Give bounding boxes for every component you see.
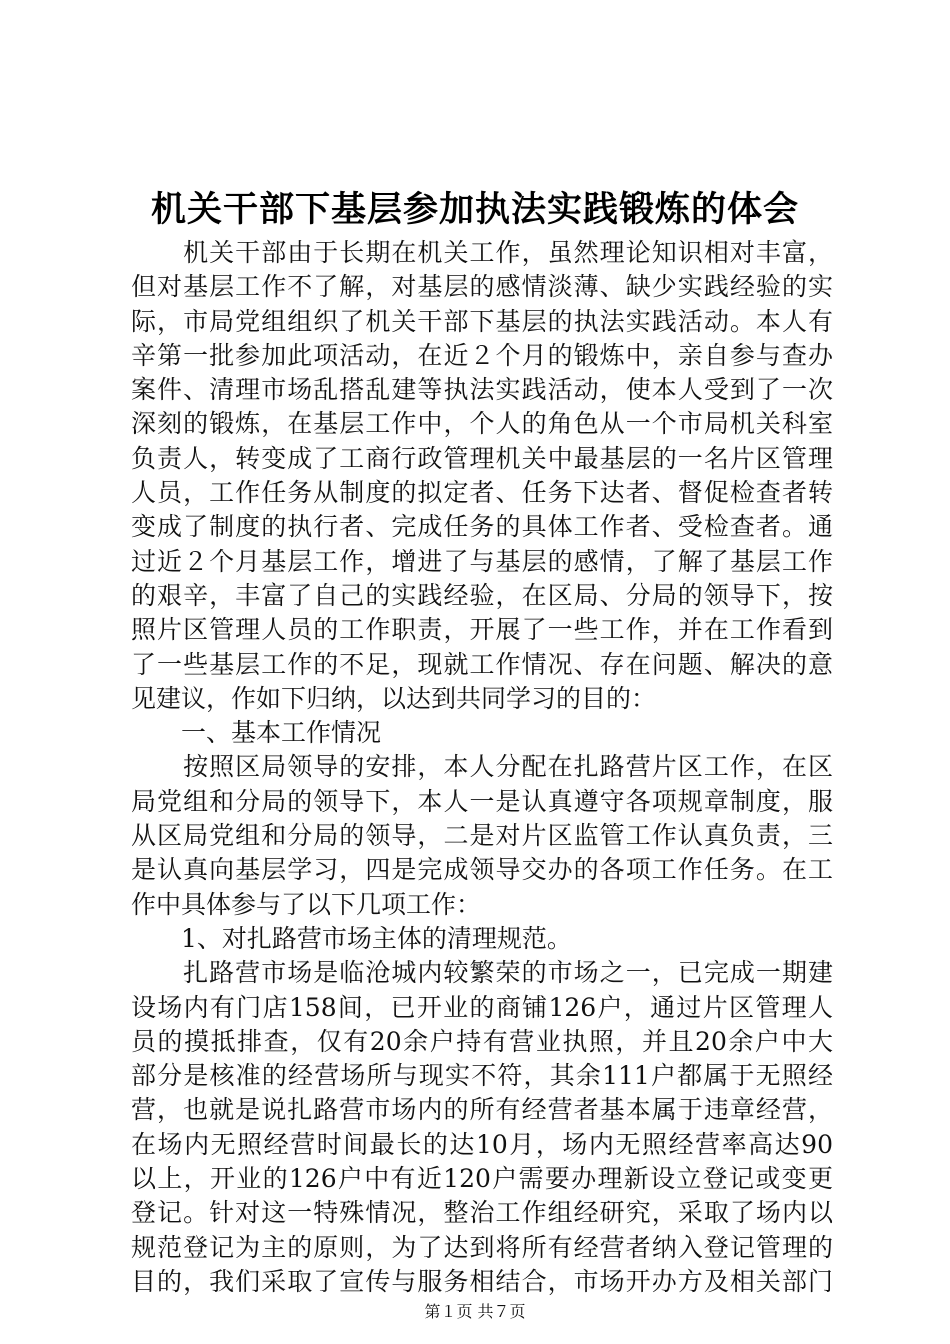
body-line: 际，市局党组组织了机关干部下基层的执法实践活动。本人有 — [131, 306, 833, 336]
body-line: 负责人，转变成了工商行政管理机关中最基层的一名片区管理 — [131, 443, 833, 473]
body-line: 深刻的锻炼，在基层工作中，个人的角色从一个市局机关科室 — [131, 409, 833, 439]
body-line: 登记。针对这一特殊情况，整治工作组经研究，采取了场内以 — [131, 1198, 833, 1228]
body-line: 是认真向基层学习，四是完成领导交办的各项工作任务。在工 — [131, 855, 833, 885]
body-line: 设场内有门店158间，已开业的商铺126户，通过片区管理人 — [131, 992, 833, 1022]
body-line: 了一些基层工作的不足，现就工作情况、存在问题、解决的意 — [131, 649, 833, 679]
body-line: 员的摸抵排查，仅有20余户持有营业执照，并且20余户中大 — [131, 1026, 833, 1056]
body-line: 人员，工作任务从制度的拟定者、任务下达者、督促检查者转 — [131, 478, 833, 508]
body-line: 按照区局领导的安排，本人分配在扎路营片区工作，在区 — [131, 752, 833, 782]
body-line: 规范登记为主的原则，为了达到将所有经营者纳入登记管理的 — [131, 1232, 833, 1262]
body-line: 的艰辛，丰富了自己的实践经验，在区局、分局的领导下，按 — [131, 580, 833, 610]
body-line: 案件、清理市场乱搭乱建等执法实践活动，使本人受到了一次 — [131, 375, 833, 405]
page-footer: 第１页 共７页 — [424, 1302, 526, 1321]
body-line: 1、对扎路营市场主体的清理规范。 — [131, 923, 572, 953]
body-line: 过近２个月基层工作，增进了与基层的感情，了解了基层工作 — [131, 546, 833, 576]
document-title: 机关干部下基层参加执法实践锻炼的体会 — [150, 190, 799, 230]
body-line: 但对基层工作不了解，对基层的感情淡薄、缺少实践经验的实 — [131, 272, 833, 302]
body-line: 在场内无照经营时间最长的达10月，场内无照经营率高达90 — [131, 1129, 833, 1159]
body-line: 辛第一批参加此项活动，在近２个月的锻炼中，亲自参与查办 — [131, 340, 833, 370]
body-line: 一、基本工作情况 — [131, 718, 382, 748]
body-line: 以上，开业的126户中有近120户需要办理新设立登记或变更 — [131, 1164, 833, 1194]
body-line: 机关干部由于长期在机关工作，虽然理论知识相对丰富， — [131, 238, 833, 267]
document-body — [131, 236, 833, 1299]
body-line: 局党组和分局的领导下，本人一是认真遵守各项规章制度，服 — [131, 786, 833, 816]
body-line: 目的，我们采取了宣传与服务相结合，市场开办方及相关部门 — [131, 1266, 833, 1296]
body-line: 见建议，作如下归纳，以达到共同学习的目的： — [131, 683, 657, 713]
body-line: 从区局党组和分局的领导，二是对片区监管工作认真负责，三 — [131, 821, 833, 851]
body-line: 部分是核准的经营场所与现实不符，其余111户都属于无照经 — [131, 1061, 833, 1091]
body-line: 作中具体参与了以下几项工作： — [131, 889, 482, 919]
body-line: 照片区管理人员的工作职责，开展了一些工作，并在工作看到 — [131, 615, 833, 645]
body-line: 变成了制度的执行者、完成任务的具体工作者、受检查者。通 — [131, 512, 833, 542]
body-line: 营，也就是说扎路营市场内的所有经营者基本属于违章经营， — [131, 1095, 833, 1125]
body-line: 扎路营市场是临沧城内较繁荣的市场之一，已完成一期建 — [131, 958, 833, 988]
